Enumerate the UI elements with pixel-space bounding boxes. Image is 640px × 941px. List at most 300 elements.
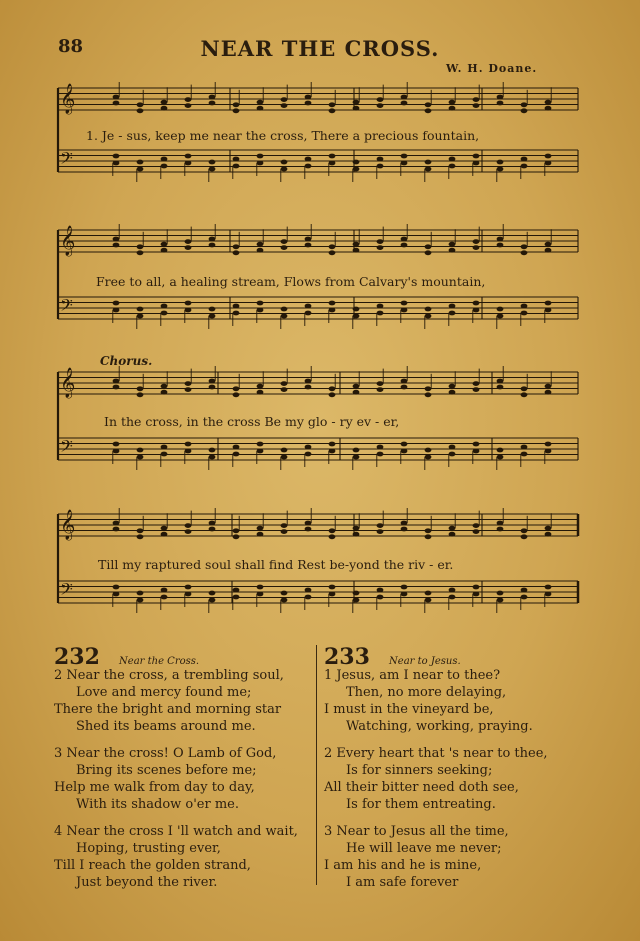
note-head bbox=[545, 242, 552, 247]
note-head bbox=[161, 106, 168, 111]
note-head bbox=[305, 527, 312, 532]
note-head bbox=[233, 534, 240, 539]
note-head bbox=[281, 307, 288, 312]
note-head bbox=[545, 301, 552, 306]
note-head bbox=[209, 167, 216, 172]
note-head bbox=[329, 301, 336, 306]
note-head bbox=[377, 445, 384, 450]
note-head bbox=[305, 379, 312, 384]
note-head bbox=[497, 314, 504, 319]
verse-line: 4 Near the cross I 'll watch and wait, bbox=[54, 824, 298, 839]
note-head bbox=[185, 103, 192, 108]
note-head bbox=[185, 592, 192, 597]
verse-line: Love and mercy found me; bbox=[76, 685, 252, 700]
note-head bbox=[113, 95, 120, 100]
note-head bbox=[449, 595, 456, 600]
note-head bbox=[521, 392, 528, 397]
note-head bbox=[113, 442, 120, 447]
stanza bbox=[54, 745, 298, 813]
note-head bbox=[329, 449, 336, 454]
note-head bbox=[449, 157, 456, 162]
note-head bbox=[449, 242, 456, 247]
note-head bbox=[161, 304, 168, 309]
note-head bbox=[497, 591, 504, 596]
note-head bbox=[209, 385, 216, 390]
note-head bbox=[305, 311, 312, 316]
note-head bbox=[137, 108, 144, 113]
verse-line: 2 Every heart that 's near to thee, bbox=[324, 746, 548, 761]
note-head bbox=[353, 248, 360, 253]
note-head bbox=[233, 311, 240, 316]
note-head bbox=[329, 528, 336, 533]
treble-clef: 𝄞 bbox=[60, 84, 76, 114]
note-head bbox=[329, 386, 336, 391]
note-head bbox=[281, 448, 288, 453]
note-head bbox=[401, 385, 408, 390]
note-head bbox=[377, 97, 384, 102]
note-head bbox=[209, 95, 216, 100]
note-head bbox=[281, 245, 288, 250]
lyric-line-3: In the cross, in the cross Be my glo - ry ev - er, bbox=[104, 414, 400, 429]
note-head bbox=[209, 160, 216, 165]
note-head bbox=[161, 311, 168, 316]
hymn-number: 233 bbox=[324, 644, 370, 670]
note-head bbox=[233, 164, 240, 169]
note-head bbox=[281, 598, 288, 603]
note-head bbox=[401, 442, 408, 447]
verse-line: Is for them entreating. bbox=[346, 797, 496, 812]
note-head bbox=[329, 392, 336, 397]
note-head bbox=[401, 527, 408, 532]
note-head bbox=[209, 314, 216, 319]
note-head bbox=[377, 245, 384, 250]
note-head bbox=[473, 154, 480, 159]
note-head bbox=[137, 534, 144, 539]
note-head bbox=[473, 301, 480, 306]
note-head bbox=[137, 160, 144, 165]
note-head bbox=[521, 102, 528, 107]
note-head bbox=[113, 527, 120, 532]
note-head bbox=[209, 237, 216, 242]
note-head bbox=[377, 523, 384, 528]
note-head bbox=[329, 442, 336, 447]
note-head bbox=[185, 161, 192, 166]
note-head bbox=[113, 243, 120, 248]
note-head bbox=[353, 100, 360, 105]
note-head bbox=[305, 588, 312, 593]
note-head bbox=[425, 102, 432, 107]
note-head bbox=[257, 526, 264, 531]
verse-line: 3 Near to Jesus all the time, bbox=[324, 824, 509, 839]
note-head bbox=[473, 387, 480, 392]
note-head bbox=[401, 521, 408, 526]
note-head bbox=[545, 106, 552, 111]
note-head bbox=[281, 387, 288, 392]
note-head bbox=[353, 526, 360, 531]
note-head bbox=[257, 161, 264, 166]
note-head bbox=[353, 455, 360, 460]
verse-line: I am safe forever bbox=[346, 875, 459, 890]
note-head bbox=[209, 243, 216, 248]
note-head bbox=[497, 101, 504, 106]
note-head bbox=[113, 308, 120, 313]
note-head bbox=[209, 591, 216, 596]
note-head bbox=[401, 449, 408, 454]
note-head bbox=[281, 160, 288, 165]
note-head bbox=[449, 532, 456, 537]
note-head bbox=[305, 243, 312, 248]
note-head bbox=[521, 244, 528, 249]
note-head bbox=[473, 97, 480, 102]
note-head bbox=[473, 239, 480, 244]
note-head bbox=[305, 595, 312, 600]
note-head bbox=[185, 387, 192, 392]
note-head bbox=[185, 381, 192, 386]
note-head bbox=[233, 102, 240, 107]
note-head bbox=[521, 534, 528, 539]
note-head bbox=[113, 592, 120, 597]
note-head bbox=[137, 102, 144, 107]
note-head bbox=[329, 250, 336, 255]
note-head bbox=[497, 95, 504, 100]
bass-clef: 𝄢 bbox=[60, 148, 73, 172]
note-head bbox=[233, 392, 240, 397]
note-head bbox=[113, 385, 120, 390]
note-head bbox=[305, 521, 312, 526]
stanza bbox=[324, 823, 548, 891]
note-head bbox=[497, 527, 504, 532]
note-head bbox=[257, 248, 264, 253]
note-head bbox=[377, 164, 384, 169]
verse-line: 1 Jesus, am I near to thee? bbox=[324, 668, 501, 683]
verse-line: 3 Near the cross! O Lamb of God, bbox=[54, 746, 277, 761]
verse-line: Watching, working, praying. bbox=[346, 719, 533, 734]
note-head bbox=[329, 585, 336, 590]
stanza bbox=[324, 667, 548, 735]
note-head bbox=[401, 308, 408, 313]
note-head bbox=[185, 245, 192, 250]
note-head bbox=[113, 449, 120, 454]
note-head bbox=[521, 595, 528, 600]
note-head bbox=[377, 239, 384, 244]
note-head bbox=[521, 164, 528, 169]
treble-clef: 𝄞 bbox=[60, 510, 76, 540]
note-head bbox=[377, 157, 384, 162]
note-head bbox=[449, 106, 456, 111]
note-head bbox=[521, 386, 528, 391]
verse-line: Shed its beams around me. bbox=[76, 719, 256, 734]
note-head bbox=[209, 448, 216, 453]
note-head bbox=[449, 526, 456, 531]
note-head bbox=[233, 595, 240, 600]
note-head bbox=[137, 250, 144, 255]
verse-line: Help me walk from day to day, bbox=[54, 780, 255, 795]
note-head bbox=[329, 108, 336, 113]
note-head bbox=[545, 248, 552, 253]
note-head bbox=[545, 100, 552, 105]
note-head bbox=[449, 452, 456, 457]
note-head bbox=[521, 588, 528, 593]
lyric-line-4: Till my raptured soul shall find Rest be-yond the riv - er. bbox=[98, 557, 454, 572]
note-head bbox=[401, 101, 408, 106]
note-head bbox=[281, 239, 288, 244]
note-head bbox=[233, 244, 240, 249]
note-head bbox=[473, 529, 480, 534]
note-head bbox=[425, 392, 432, 397]
verse-line: Hoping, trusting ever, bbox=[76, 841, 221, 856]
note-head bbox=[497, 448, 504, 453]
verse-line: There the bright and morning star bbox=[54, 702, 282, 717]
note-head bbox=[425, 528, 432, 533]
note-head bbox=[497, 237, 504, 242]
note-head bbox=[473, 592, 480, 597]
note-head bbox=[353, 448, 360, 453]
lyric-line-1: 1. Je - sus, keep me near the cross, There a precious fountain, bbox=[86, 128, 480, 143]
note-head bbox=[137, 528, 144, 533]
hymn-233-text bbox=[324, 667, 548, 891]
lyric-line-2: Free to all, a healing stream, Flows from Calvary's mountain, bbox=[96, 274, 486, 289]
note-head bbox=[425, 167, 432, 172]
note-head bbox=[209, 527, 216, 532]
note-head bbox=[425, 108, 432, 113]
note-head bbox=[353, 242, 360, 247]
note-head bbox=[545, 592, 552, 597]
note-head bbox=[257, 308, 264, 313]
note-head bbox=[353, 384, 360, 389]
note-head bbox=[305, 164, 312, 169]
note-head bbox=[257, 242, 264, 247]
verse-line: I am his and he is mine, bbox=[324, 858, 482, 873]
note-head bbox=[449, 100, 456, 105]
note-head bbox=[137, 392, 144, 397]
note-head bbox=[425, 448, 432, 453]
note-head bbox=[305, 304, 312, 309]
note-head bbox=[113, 521, 120, 526]
note-head bbox=[305, 452, 312, 457]
hymn-subtitle: Near to Jesus. bbox=[389, 656, 461, 667]
note-head bbox=[377, 311, 384, 316]
note-head bbox=[161, 452, 168, 457]
note-head bbox=[161, 164, 168, 169]
note-head bbox=[161, 390, 168, 395]
note-head bbox=[257, 301, 264, 306]
note-head bbox=[137, 244, 144, 249]
note-head bbox=[257, 100, 264, 105]
note-head bbox=[161, 100, 168, 105]
note-head bbox=[401, 379, 408, 384]
note-head bbox=[473, 103, 480, 108]
note-head bbox=[257, 449, 264, 454]
note-head bbox=[425, 250, 432, 255]
note-head bbox=[377, 595, 384, 600]
note-head bbox=[425, 591, 432, 596]
note-head bbox=[185, 301, 192, 306]
note-head bbox=[137, 307, 144, 312]
note-head bbox=[473, 245, 480, 250]
note-head bbox=[473, 161, 480, 166]
note-head bbox=[281, 97, 288, 102]
note-head bbox=[353, 160, 360, 165]
note-head bbox=[185, 529, 192, 534]
treble-clef: 𝄞 bbox=[60, 226, 76, 256]
stanza bbox=[324, 745, 548, 813]
note-head bbox=[449, 164, 456, 169]
note-head bbox=[113, 379, 120, 384]
note-head bbox=[425, 314, 432, 319]
note-head bbox=[497, 167, 504, 172]
note-head bbox=[281, 591, 288, 596]
note-head bbox=[401, 237, 408, 242]
note-head bbox=[185, 239, 192, 244]
note-head bbox=[185, 449, 192, 454]
note-head bbox=[521, 452, 528, 457]
note-head bbox=[209, 307, 216, 312]
note-head bbox=[401, 154, 408, 159]
note-head bbox=[281, 455, 288, 460]
stanza bbox=[54, 667, 298, 735]
note-head bbox=[497, 379, 504, 384]
note-head bbox=[257, 390, 264, 395]
note-head bbox=[137, 314, 144, 319]
note-head bbox=[161, 595, 168, 600]
note-head bbox=[353, 598, 360, 603]
note-head bbox=[353, 591, 360, 596]
note-head bbox=[545, 526, 552, 531]
note-head bbox=[545, 390, 552, 395]
note-head bbox=[209, 101, 216, 106]
page-title: NEAR THE CROSS. bbox=[200, 36, 440, 61]
note-head bbox=[545, 585, 552, 590]
note-head bbox=[497, 598, 504, 603]
bass-clef: 𝄢 bbox=[60, 579, 73, 603]
note-head bbox=[185, 585, 192, 590]
note-head bbox=[473, 308, 480, 313]
note-head bbox=[377, 387, 384, 392]
note-head bbox=[329, 161, 336, 166]
note-head bbox=[521, 157, 528, 162]
note-head bbox=[497, 160, 504, 165]
note-head bbox=[281, 381, 288, 386]
note-head bbox=[545, 449, 552, 454]
note-head bbox=[353, 307, 360, 312]
note-head bbox=[401, 592, 408, 597]
note-head bbox=[137, 455, 144, 460]
note-head bbox=[377, 588, 384, 593]
note-head bbox=[137, 598, 144, 603]
verse-line: Then, no more delaying, bbox=[346, 685, 507, 700]
verse-line: Is for sinners seeking; bbox=[346, 763, 493, 778]
note-head bbox=[305, 157, 312, 162]
note-head bbox=[497, 385, 504, 390]
composer-credit: W. H. Doane. bbox=[446, 62, 538, 75]
note-head bbox=[161, 588, 168, 593]
note-head bbox=[497, 455, 504, 460]
note-head bbox=[257, 154, 264, 159]
note-head bbox=[353, 532, 360, 537]
note-head bbox=[521, 311, 528, 316]
note-head bbox=[209, 379, 216, 384]
note-head bbox=[329, 592, 336, 597]
note-head bbox=[425, 244, 432, 249]
verse-line: 2 Near the cross, a trembling soul, bbox=[54, 668, 284, 683]
note-head bbox=[377, 381, 384, 386]
note-head bbox=[425, 598, 432, 603]
note-head bbox=[257, 106, 264, 111]
note-head bbox=[305, 237, 312, 242]
note-head bbox=[473, 585, 480, 590]
note-head bbox=[329, 244, 336, 249]
note-head bbox=[425, 534, 432, 539]
note-head bbox=[113, 161, 120, 166]
note-head bbox=[473, 449, 480, 454]
note-head bbox=[425, 160, 432, 165]
hymn-number: 232 bbox=[54, 644, 100, 670]
note-head bbox=[473, 442, 480, 447]
note-head bbox=[329, 308, 336, 313]
note-head bbox=[137, 386, 144, 391]
note-head bbox=[185, 154, 192, 159]
note-head bbox=[521, 445, 528, 450]
note-head bbox=[161, 157, 168, 162]
note-head bbox=[281, 314, 288, 319]
treble-clef: 𝄞 bbox=[60, 368, 76, 398]
note-head bbox=[305, 101, 312, 106]
note-head bbox=[425, 307, 432, 312]
note-head bbox=[545, 161, 552, 166]
page-number: 88 bbox=[58, 36, 84, 57]
note-head bbox=[401, 585, 408, 590]
hymn-subtitle: Near the Cross. bbox=[119, 656, 200, 667]
note-head bbox=[161, 532, 168, 537]
note-head bbox=[161, 445, 168, 450]
stanza bbox=[54, 823, 298, 891]
note-head bbox=[401, 95, 408, 100]
note-head bbox=[545, 442, 552, 447]
note-head bbox=[425, 455, 432, 460]
note-head bbox=[161, 384, 168, 389]
note-head bbox=[137, 591, 144, 596]
note-head bbox=[233, 445, 240, 450]
verse-line: With its shadow o'er me. bbox=[76, 797, 240, 812]
note-head bbox=[233, 528, 240, 533]
note-head bbox=[281, 529, 288, 534]
note-head bbox=[185, 97, 192, 102]
note-head bbox=[257, 532, 264, 537]
note-head bbox=[233, 452, 240, 457]
note-head bbox=[209, 521, 216, 526]
verse-line: All their bitter need doth see, bbox=[324, 780, 519, 795]
note-head bbox=[545, 154, 552, 159]
note-head bbox=[329, 154, 336, 159]
note-head bbox=[113, 101, 120, 106]
note-head bbox=[401, 301, 408, 306]
note-head bbox=[545, 532, 552, 537]
verse-line: He will leave me never; bbox=[346, 841, 502, 856]
note-head bbox=[233, 588, 240, 593]
note-head bbox=[305, 385, 312, 390]
note-head bbox=[233, 386, 240, 391]
note-head bbox=[449, 445, 456, 450]
note-head bbox=[185, 442, 192, 447]
verse-line: Bring its scenes before me; bbox=[76, 763, 257, 778]
note-head bbox=[473, 523, 480, 528]
note-head bbox=[113, 585, 120, 590]
verse-line: Just beyond the river. bbox=[76, 875, 218, 890]
note-head bbox=[377, 103, 384, 108]
note-head bbox=[449, 311, 456, 316]
note-head bbox=[521, 108, 528, 113]
note-head bbox=[113, 154, 120, 159]
